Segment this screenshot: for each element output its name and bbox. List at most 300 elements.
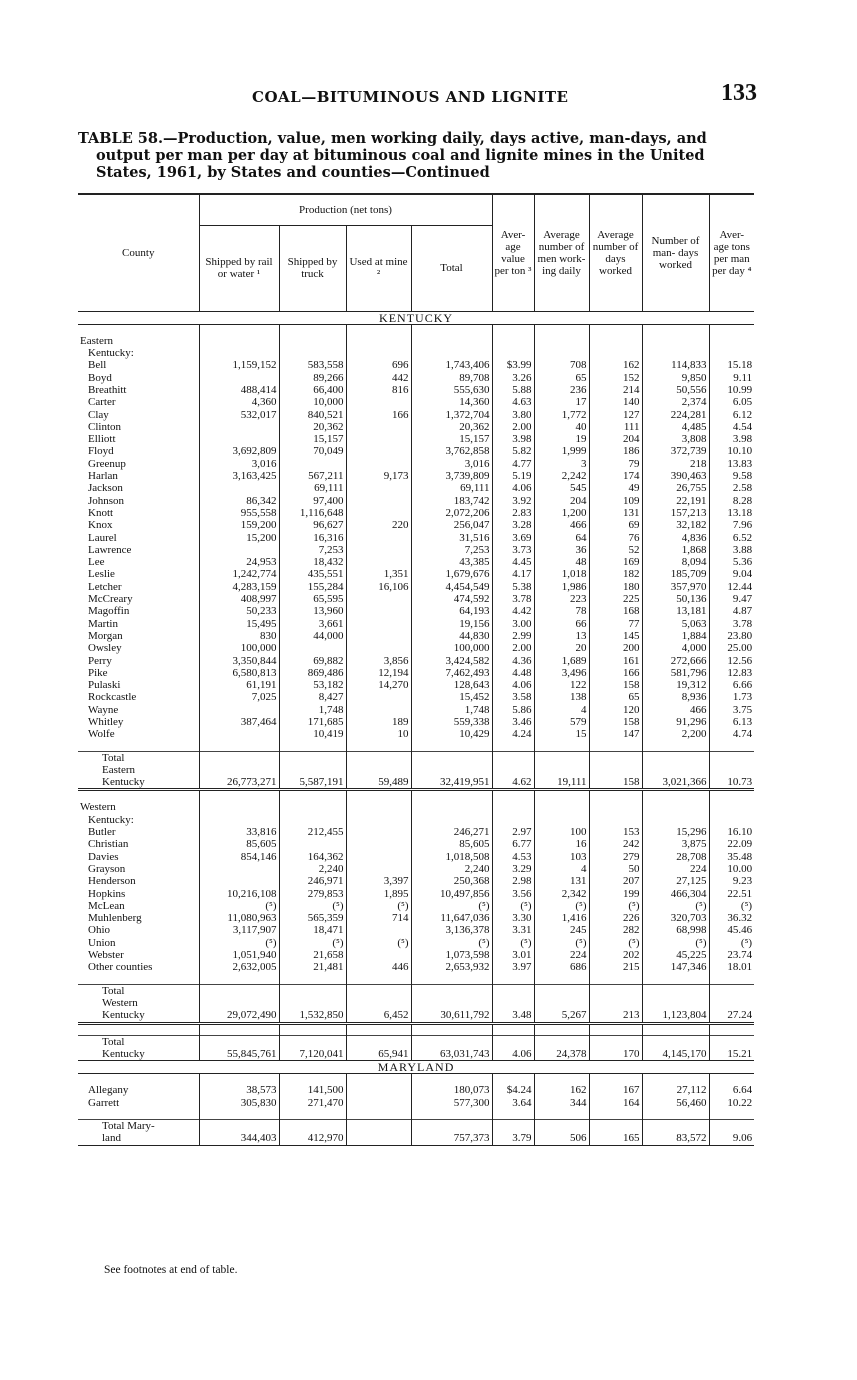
cell-value: 49 — [589, 482, 642, 494]
total-value — [346, 1132, 411, 1145]
cell-value: 3,350,844 — [199, 655, 279, 667]
cell-value: 225 — [589, 593, 642, 605]
cell-value: 79 — [589, 458, 642, 470]
cell-value — [346, 396, 411, 408]
table-row — [78, 655, 754, 667]
spacer-cell — [346, 1109, 411, 1120]
cell-value: 16 — [534, 838, 589, 850]
spacer-cell — [346, 974, 411, 985]
cell-value: 15,495 — [199, 618, 279, 630]
table-row — [78, 445, 754, 457]
cell-value: 147 — [589, 728, 642, 740]
total-value: 29,072,490 — [199, 1009, 279, 1023]
cell-value — [346, 495, 411, 507]
cell-value: 1,999 — [534, 445, 589, 457]
cell-value: 6.12 — [709, 409, 754, 421]
spacer-cell — [709, 974, 754, 985]
cell-value: 16,106 — [346, 581, 411, 593]
total-label: Eastern — [102, 763, 135, 776]
col-production-group: Production (net tons) — [199, 195, 492, 225]
empty-cell — [589, 1035, 642, 1048]
empty-cell — [589, 751, 642, 764]
cell-value — [199, 544, 279, 556]
cell-value: 1,748 — [411, 704, 492, 716]
cell-value: 3.26 — [492, 372, 534, 384]
table-row — [78, 507, 754, 519]
cell-value: 7,253 — [279, 544, 346, 556]
cell-value: 372,739 — [642, 445, 709, 457]
cell-value: 180,073 — [411, 1084, 492, 1096]
county-name: Wayne — [88, 703, 119, 716]
cell-value: 35.48 — [709, 851, 754, 863]
cell-value: 3,739,809 — [411, 470, 492, 482]
cell-value: 100,000 — [199, 642, 279, 654]
spacer-cell — [411, 741, 492, 752]
cell-value: 1,743,406 — [411, 359, 492, 371]
cell-value: 3,762,858 — [411, 445, 492, 457]
empty-cell — [642, 764, 709, 776]
cell-value: 8,094 — [642, 556, 709, 568]
cell-value — [279, 642, 346, 654]
cell-value: 579 — [534, 716, 589, 728]
cell-value: 4,360 — [199, 396, 279, 408]
cell-value: 66,400 — [279, 384, 346, 396]
cell-value: 162 — [534, 1084, 589, 1096]
cell-value: 466 — [642, 704, 709, 716]
cell-value: 64 — [534, 532, 589, 544]
cell-value: 2.83 — [492, 507, 534, 519]
cell-value: 12.83 — [709, 667, 754, 679]
cell-value: 10,429 — [411, 728, 492, 740]
empty-cell — [709, 1035, 754, 1048]
cell-value: 158 — [589, 716, 642, 728]
cell-value: 3,496 — [534, 667, 589, 679]
total-value: 506 — [534, 1132, 589, 1145]
cell-value: 2,240 — [279, 863, 346, 875]
cell-value: 3,163,425 — [199, 470, 279, 482]
cell-value: (⁵) — [534, 900, 589, 912]
cell-value — [346, 556, 411, 568]
total-label: Kentucky — [78, 1048, 199, 1061]
empty-cell — [199, 814, 279, 826]
spacer-cell — [199, 974, 279, 985]
cell-value — [346, 1084, 411, 1096]
table-row — [78, 470, 754, 482]
cell-value — [346, 605, 411, 617]
cell-value: 169 — [589, 556, 642, 568]
cell-value: 2,240 — [411, 863, 492, 875]
cell-value: 9.11 — [709, 372, 754, 384]
empty-cell — [199, 1120, 279, 1133]
table-row — [78, 875, 754, 887]
total-value: 63,031,743 — [411, 1048, 492, 1061]
spacer-cell — [78, 1023, 199, 1035]
cell-value: 696 — [346, 359, 411, 371]
cell-value — [346, 630, 411, 642]
cell-value: 2,653,932 — [411, 961, 492, 973]
empty-cell — [411, 335, 492, 347]
col-mandays: Number of man- days worked — [642, 195, 709, 311]
empty-cell — [709, 814, 754, 826]
cell-value: 14,360 — [411, 396, 492, 408]
running-title: COAL—BITUMINOUS AND LIGNITE — [252, 88, 569, 106]
spacer-cell — [709, 1109, 754, 1120]
region-label: Western — [80, 801, 116, 814]
empty-cell — [279, 751, 346, 764]
cell-value: 435,551 — [279, 568, 346, 580]
cell-value: 15,157 — [279, 433, 346, 445]
total-value: 757,373 — [411, 1132, 492, 1145]
cell-value: 180 — [589, 581, 642, 593]
empty-cell — [279, 997, 346, 1009]
total-value: 65,941 — [346, 1048, 411, 1061]
cell-value: 256,047 — [411, 519, 492, 531]
table-row — [78, 888, 754, 900]
total-value: 165 — [589, 1132, 642, 1145]
table-row — [78, 556, 754, 568]
cell-value — [346, 482, 411, 494]
empty-cell — [492, 801, 534, 813]
total-value: 344,403 — [199, 1132, 279, 1145]
footnote: See footnotes at end of table. — [104, 1264, 238, 1276]
cell-value: 200 — [589, 642, 642, 654]
county-name: Pike — [88, 666, 108, 679]
page-number: 133 — [721, 80, 757, 106]
spacer-cell — [534, 741, 589, 752]
total-value: 1,532,850 — [279, 1009, 346, 1023]
empty-cell — [492, 335, 534, 347]
cell-value: 21,658 — [279, 949, 346, 961]
empty-cell — [279, 335, 346, 347]
empty-cell — [411, 801, 492, 813]
table-row — [78, 519, 754, 531]
cell-value: 4.74 — [709, 728, 754, 740]
empty-cell — [199, 764, 279, 776]
cell-value: 65,595 — [279, 593, 346, 605]
empty-cell — [709, 997, 754, 1009]
cell-value: 76 — [589, 532, 642, 544]
cell-value: 3,692,809 — [199, 445, 279, 457]
cell-value: 279 — [589, 851, 642, 863]
empty-cell — [534, 1035, 589, 1048]
cell-value — [346, 704, 411, 716]
cell-value: 78 — [534, 605, 589, 617]
cell-value: 44,000 — [279, 630, 346, 642]
cell-value — [346, 863, 411, 875]
empty-cell — [589, 997, 642, 1009]
cell-value: 6.64 — [709, 1084, 754, 1096]
cell-value: 204 — [589, 433, 642, 445]
spacer-cell — [279, 324, 346, 335]
spacer-cell — [279, 741, 346, 752]
cell-value: 708 — [534, 359, 589, 371]
cell-value: 223 — [534, 593, 589, 605]
cell-value: 387,464 — [199, 716, 279, 728]
empty-cell — [411, 984, 492, 997]
cell-value: 3,016 — [411, 458, 492, 470]
cell-value: 555,630 — [411, 384, 492, 396]
cell-value: 215 — [589, 961, 642, 973]
empty-cell — [642, 1120, 709, 1133]
table-row — [78, 384, 754, 396]
empty-cell — [589, 1120, 642, 1133]
cell-value: 159,200 — [199, 519, 279, 531]
spacer-cell — [534, 1023, 589, 1035]
table-row — [78, 716, 754, 728]
cell-value: 583,558 — [279, 359, 346, 371]
cell-value: 141,500 — [279, 1084, 346, 1096]
cell-value: 4.63 — [492, 396, 534, 408]
empty-cell — [411, 1035, 492, 1048]
cell-value: (⁵) — [492, 900, 534, 912]
col-men: Average number of men work- ing daily — [534, 195, 589, 311]
cell-value: 3.58 — [492, 691, 534, 703]
cell-value: (⁵) — [589, 900, 642, 912]
empty-cell — [534, 751, 589, 764]
cell-value: 4.06 — [492, 679, 534, 691]
table-row — [78, 838, 754, 850]
cell-value: 2.99 — [492, 630, 534, 642]
cell-value: 532,017 — [199, 409, 279, 421]
cell-value: 25.00 — [709, 642, 754, 654]
empty-cell — [589, 814, 642, 826]
table-row — [78, 691, 754, 703]
spacer-cell — [411, 1074, 492, 1085]
empty-cell — [199, 984, 279, 997]
empty-cell — [346, 1120, 411, 1133]
cell-value: 577,300 — [411, 1097, 492, 1109]
empty-cell — [642, 751, 709, 764]
cell-value: 3.78 — [709, 618, 754, 630]
cell-value: 3,016 — [199, 458, 279, 470]
cell-value: 48 — [534, 556, 589, 568]
cell-value: 4,836 — [642, 532, 709, 544]
cell-value: 9,850 — [642, 372, 709, 384]
total-row — [78, 1132, 754, 1145]
cell-value: 1,986 — [534, 581, 589, 593]
cell-value: 3.92 — [492, 495, 534, 507]
empty-cell — [199, 997, 279, 1009]
cell-value — [199, 863, 279, 875]
cell-value: 7.96 — [709, 519, 754, 531]
cell-value: 13.83 — [709, 458, 754, 470]
cell-value: 109 — [589, 495, 642, 507]
spacer-cell — [642, 974, 709, 985]
spacer-cell — [492, 1109, 534, 1120]
cell-value: 3.80 — [492, 409, 534, 421]
total-label: Kentucky — [78, 776, 199, 790]
total-value: 412,970 — [279, 1132, 346, 1145]
spacer-cell — [492, 974, 534, 985]
cell-value: 10.99 — [709, 384, 754, 396]
cell-value — [346, 421, 411, 433]
cell-value: 250,368 — [411, 875, 492, 887]
total-row — [78, 751, 754, 764]
cell-value: 282 — [589, 924, 642, 936]
cell-value: 18,432 — [279, 556, 346, 568]
total-label: Total Mary- — [78, 1120, 199, 1133]
cell-value: 3,136,378 — [411, 924, 492, 936]
cell-value: 9.04 — [709, 568, 754, 580]
cell-value: 9.58 — [709, 470, 754, 482]
cell-value: 3,397 — [346, 875, 411, 887]
cell-value: 3.88 — [709, 544, 754, 556]
cell-value: 1,051,940 — [199, 949, 279, 961]
cell-value: 11,080,963 — [199, 912, 279, 924]
cell-value: 2,200 — [642, 728, 709, 740]
cell-value — [346, 532, 411, 544]
table-row — [78, 1097, 754, 1109]
cell-value: 202 — [589, 949, 642, 961]
table-row — [78, 912, 754, 924]
county-name: Allegany — [88, 1084, 129, 1097]
cell-value: 3,808 — [642, 433, 709, 445]
cell-value: 10.22 — [709, 1097, 754, 1109]
total-label: Western — [102, 996, 138, 1009]
cell-value: 4.53 — [492, 851, 534, 863]
cell-value: 145 — [589, 630, 642, 642]
empty-cell — [642, 984, 709, 997]
empty-cell — [709, 764, 754, 776]
cell-value: 122 — [534, 679, 589, 691]
cell-value: 50 — [589, 863, 642, 875]
total-label: Total — [78, 1035, 199, 1048]
cell-value: (⁵) — [279, 937, 346, 949]
total-row — [78, 1120, 754, 1133]
cell-value: 3.01 — [492, 949, 534, 961]
cell-value: 69,111 — [411, 482, 492, 494]
cell-value: 10,216,108 — [199, 888, 279, 900]
empty-cell — [346, 984, 411, 997]
cell-value: 14,270 — [346, 679, 411, 691]
cell-value — [199, 704, 279, 716]
cell-value: 140 — [589, 396, 642, 408]
county-name: Lawrence — [88, 543, 132, 556]
cell-value: 272,666 — [642, 655, 709, 667]
cell-value: 89,708 — [411, 372, 492, 384]
total-value: 32,419,951 — [411, 776, 492, 790]
cell-value — [346, 642, 411, 654]
cell-value — [199, 421, 279, 433]
cell-value: 1,772 — [534, 409, 589, 421]
cell-value: 6.77 — [492, 838, 534, 850]
spacer-cell — [589, 741, 642, 752]
spacer-cell — [709, 790, 754, 802]
cell-value: 207 — [589, 875, 642, 887]
county-name: Breathitt — [88, 383, 127, 396]
cell-value: 442 — [346, 372, 411, 384]
cell-value: 714 — [346, 912, 411, 924]
cell-value: 3,117,907 — [199, 924, 279, 936]
cell-value: 65 — [534, 372, 589, 384]
cell-value: 189 — [346, 716, 411, 728]
cell-value: 3,875 — [642, 838, 709, 850]
empty-cell — [642, 1035, 709, 1048]
cell-value: 3.73 — [492, 544, 534, 556]
cell-value: 466 — [534, 519, 589, 531]
spacer-cell — [642, 741, 709, 752]
cell-value — [346, 691, 411, 703]
cell-value: 28,708 — [642, 851, 709, 863]
empty-cell — [642, 347, 709, 359]
cell-value: (⁵) — [346, 900, 411, 912]
cell-value: 5.82 — [492, 445, 534, 457]
total-value: 19,111 — [534, 776, 589, 790]
cell-value: 488,414 — [199, 384, 279, 396]
table-row — [78, 605, 754, 617]
cell-value: (⁵) — [346, 937, 411, 949]
cell-value: 12.44 — [709, 581, 754, 593]
table-row — [78, 568, 754, 580]
empty-cell — [279, 347, 346, 359]
empty-cell — [589, 335, 642, 347]
cell-value: 224 — [534, 949, 589, 961]
cell-value: 5,063 — [642, 618, 709, 630]
col-rail: Shipped by rail or water ¹ — [199, 225, 279, 311]
cell-value: 204 — [534, 495, 589, 507]
spacer-cell — [199, 1109, 279, 1120]
cell-value: 19,156 — [411, 618, 492, 630]
empty-cell — [346, 751, 411, 764]
cell-value: (⁵) — [411, 900, 492, 912]
empty-cell — [199, 335, 279, 347]
table-row — [78, 495, 754, 507]
cell-value: 224,281 — [642, 409, 709, 421]
cell-value: 69 — [589, 519, 642, 531]
empty-cell — [411, 751, 492, 764]
total-value: 170 — [589, 1048, 642, 1061]
cell-value: 2,632,005 — [199, 961, 279, 973]
spacer-cell — [346, 790, 411, 802]
cell-value — [346, 544, 411, 556]
table-row — [78, 642, 754, 654]
spacer-cell — [589, 1109, 642, 1120]
cell-value: 127 — [589, 409, 642, 421]
cell-value: 138 — [534, 691, 589, 703]
cell-value: 10,497,856 — [411, 888, 492, 900]
cell-value: 220 — [346, 519, 411, 531]
empty-cell — [199, 347, 279, 359]
cell-value: 3,661 — [279, 618, 346, 630]
state-heading-maryland: MARYLAND — [78, 1061, 754, 1074]
cell-value: 565,359 — [279, 912, 346, 924]
cell-value: 686 — [534, 961, 589, 973]
spacer-cell — [589, 974, 642, 985]
cell-value: 27,112 — [642, 1084, 709, 1096]
cell-value: 69,111 — [279, 482, 346, 494]
county-name: McLean — [88, 899, 125, 912]
total-value: 24,378 — [534, 1048, 589, 1061]
total-value: 59,489 — [346, 776, 411, 790]
caption-line-3: States, 1961, by States and counties—Continued — [96, 164, 490, 181]
cell-value: 128,643 — [411, 679, 492, 691]
county-name: Whitley — [88, 716, 124, 728]
total-label: Total — [78, 751, 199, 764]
cell-value — [346, 458, 411, 470]
cell-value: 2.00 — [492, 421, 534, 433]
page-header — [0, 80, 857, 112]
cell-value: 20,362 — [279, 421, 346, 433]
spacer-cell — [642, 1074, 709, 1085]
cell-value: 224 — [642, 863, 709, 875]
cell-value: 13,960 — [279, 605, 346, 617]
empty-cell — [589, 984, 642, 997]
table-row — [78, 396, 754, 408]
cell-value: 3.75 — [709, 704, 754, 716]
county-name: Perry — [88, 654, 112, 667]
empty-cell — [534, 814, 589, 826]
cell-value: 17 — [534, 396, 589, 408]
